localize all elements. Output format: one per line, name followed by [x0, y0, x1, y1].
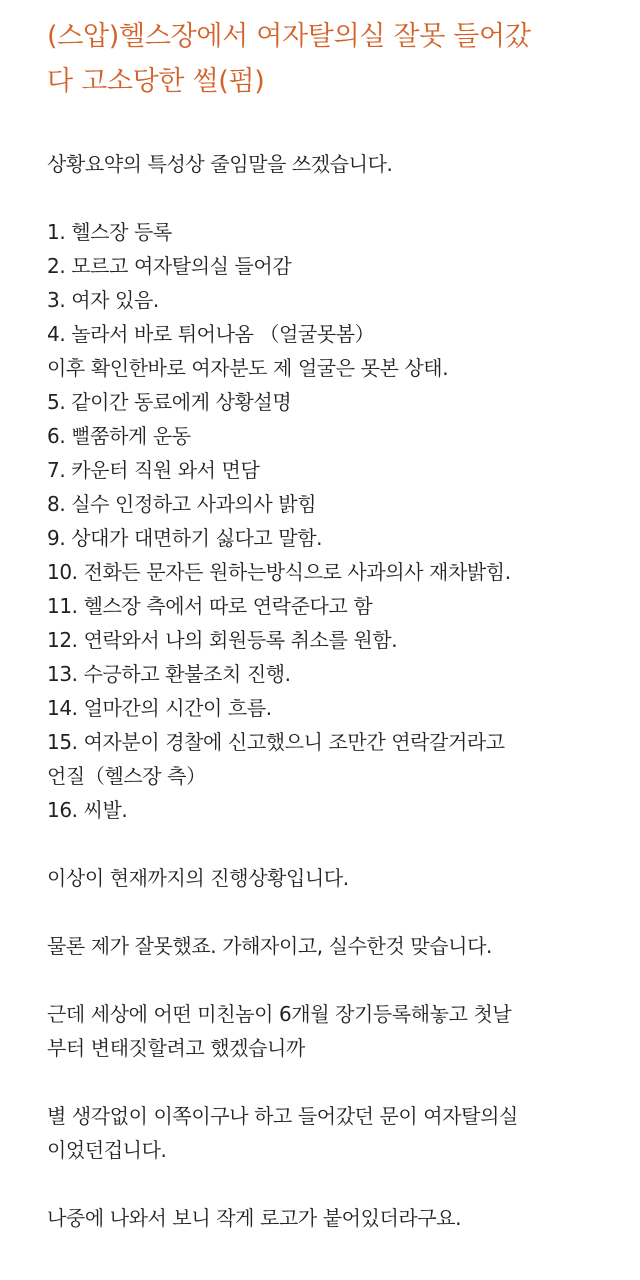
post-body-line: 4. 놀라서 바로 튀어나옴 （얼굴못봄）	[47, 322, 375, 346]
post-body-line: 14. 얼마간의 시간이 흐름.	[47, 696, 272, 720]
post-body-line: 12. 연락와서 나의 회원등록 취소를 원함.	[47, 628, 398, 652]
post-body-line: 언질（헬스장 측）	[47, 764, 206, 788]
post-body-line: 1. 헬스장 등록	[47, 220, 172, 244]
post-body	[47, 147, 627, 1235]
post-body-line: 이었던겁니다.	[47, 1138, 167, 1162]
post-body-line: 부터 변태짓할려고 했겠습니까	[47, 1036, 305, 1060]
post-body-line: 8. 실수 인정하고 사과의사 밝힘	[47, 492, 317, 516]
post-body-line: 16. 씨발.	[47, 798, 128, 822]
paragraph-gap	[47, 181, 627, 215]
post-body-line: 상황요약의 특성상 줄임말을 쓰겠습니다.	[47, 152, 393, 176]
post-body-line: 9. 상대가 대면하기 싫다고 말함.	[47, 526, 323, 550]
post-body-line: 물론 제가 잘못했죠. 가해자이고, 실수한것 맞습니다.	[47, 934, 492, 958]
post-body-line: 10. 전화든 문자든 원하는방식으로 사과의사 재차밝힘.	[47, 560, 511, 584]
post-body-line: 6. 뻘쭘하게 운동	[47, 424, 191, 448]
post-body-line: 별 생각없이 이쪽이구나 하고 들어갔던 문이 여자탈의실	[47, 1104, 518, 1128]
post-body-line: 5. 같이간 동료에게 상황설명	[47, 390, 292, 414]
post-title-line: 다 고소당한 썰(펌)	[47, 66, 265, 97]
paragraph-gap	[47, 827, 627, 861]
paragraph-gap	[47, 963, 627, 997]
paragraph-gap	[47, 1065, 627, 1099]
post-body-line: 이상이 현재까지의 진행상황입니다.	[47, 866, 349, 890]
post-body-line: 13. 수긍하고 환불조치 진행.	[47, 662, 291, 686]
post-body-line: 11. 헬스장 측에서 따로 연락준다고 함	[47, 594, 373, 618]
post-body-line: 근데 세상에 어떤 미친놈이 6개월 장기등록해놓고 첫날	[47, 1002, 512, 1026]
post-body-line: 7. 카운터 직원 와서 면담	[47, 458, 260, 482]
post-title	[47, 14, 617, 104]
post-body-line: 15. 여자분이 경찰에 신고했으니 조만간 연락갈거라고	[47, 730, 505, 754]
post-body-line: 2. 모르고 여자탈의실 들어감	[47, 254, 292, 278]
post-body-line: 이후 확인한바로 여자분도 제 얼굴은 못본 상태.	[47, 356, 449, 380]
paragraph-gap	[47, 895, 627, 929]
post-title-line: (스압)헬스장에서 여자탈의실 잘못 들어갔	[47, 21, 531, 52]
post-body-line: 3. 여자 있음.	[47, 288, 159, 312]
paragraph-gap	[47, 1167, 627, 1201]
post-body-line: 나중에 나와서 보니 작게 로고가 붙어있더라구요.	[47, 1206, 462, 1230]
